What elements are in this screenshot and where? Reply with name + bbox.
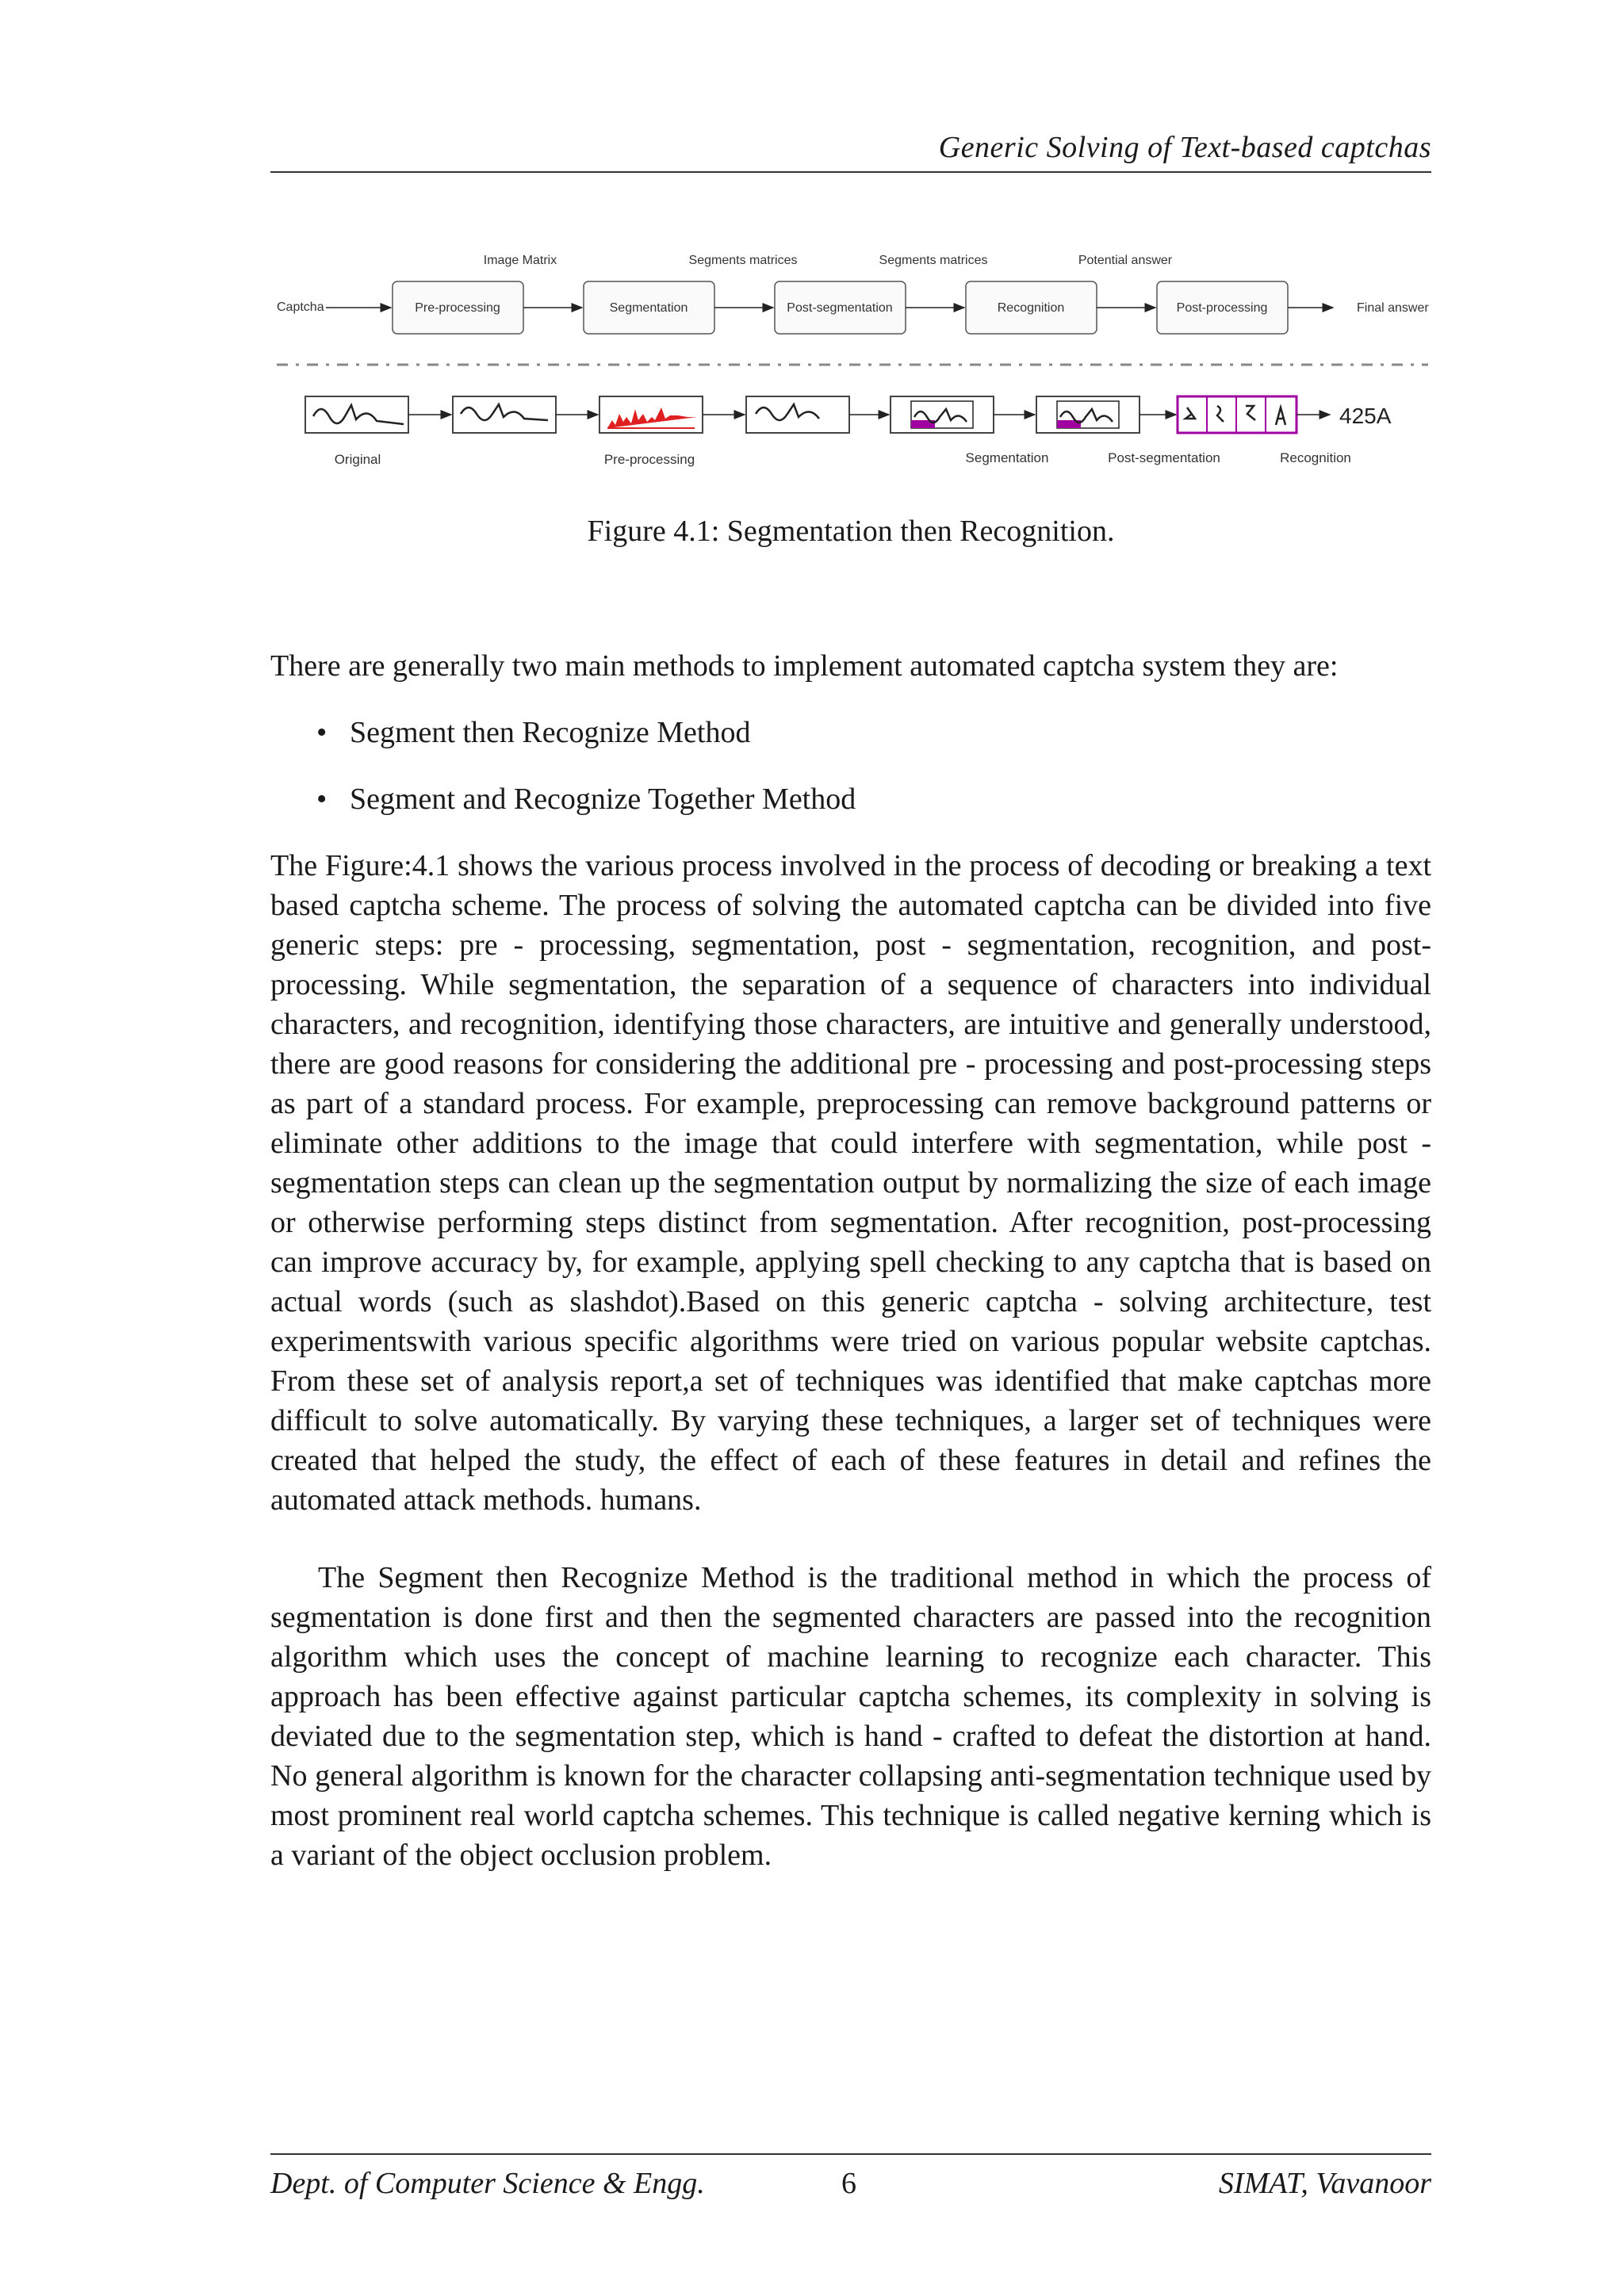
running-title: Generic Solving of Text-based captchas bbox=[938, 131, 1431, 164]
running-header bbox=[270, 127, 1431, 173]
panel-histogram bbox=[599, 396, 703, 433]
method-list bbox=[270, 713, 1431, 819]
list-item: • Segment and Recognize Together Method bbox=[270, 779, 1431, 819]
pipeline-diagram bbox=[270, 238, 1431, 492]
page-footer bbox=[270, 2153, 1431, 2210]
panel-segmented bbox=[891, 396, 994, 433]
panel-cleaned bbox=[746, 396, 849, 433]
page-number: 6 bbox=[841, 2167, 856, 2200]
paragraph-segment-then-recognize: The Segment then Recognize Method is the traditional method in which the process of segmentation is done first and then the segmented characters are passed into the recognition algorithm which uses the concept of machine learning to recognize each character. This approach has been effective against particular captcha schemes, its complexity in solving is deviated due to the segmentation step, which is hand - crafted to defeat the distortion at hand. No general algorithm is known for the character collapsing anti-segmentation technique used by most prominent real world captcha schemes. This technique is called negative kerning which is a variant of the object occlusion problem. bbox=[270, 1561, 1431, 1872]
top-label-image-matrix: Image Matrix bbox=[483, 254, 557, 267]
bottom-label-original: Original bbox=[334, 452, 381, 467]
panel-characters bbox=[1178, 396, 1297, 433]
input-label: Captcha bbox=[277, 300, 324, 314]
panel-post-segmented bbox=[1036, 396, 1139, 433]
paragraph-generic-steps: The Figure:4.1 shows the various process involved in the process of decoding or breaking a text based captcha scheme. The process of solving the automated captcha can be divided into five generic steps: pre - processing, segmentation, post - segmentation, recognition, and post-processing. While segmentation, the separation of a sequence of characters into individual characters, and recognition, identifying those characters, are intuitive and generally understood, there are good reasons for considering the additional pre - processing and post-processing steps as part of a standard process. For example, preprocessing can remove background patterns or eliminate other additions to the image that could interfere with segmentation, while post - segmentation steps can clean up the segmentation output by normalizing the size of each image or otherwise performing steps distinct from segmentation. After recognition, post-processing can improve accuracy by, for example, applying spell checking to any captcha that is based on actual words (such as slashdot).Based on this generic captcha - solving architecture, test experimentswith various specific algorithms were tried on various popular website captchas. From these set of analysis report,a set of techniques was identified that make captchas more difficult to solve automatically. By varying these techniques, a larger set of techniques were created that helped the study, the effect of each of these features in detail and refines the automated attack methods. humans. bbox=[270, 849, 1431, 1517]
top-label-segments-1: Segments matrices bbox=[688, 254, 798, 267]
top-label-segments-2: Segments matrices bbox=[879, 254, 988, 267]
bottom-label-preprocessing: Pre-processing bbox=[603, 452, 695, 467]
body-text bbox=[270, 646, 1431, 1875]
panel-original bbox=[305, 396, 408, 433]
top-label-potential-answer: Potential answer bbox=[1078, 254, 1173, 267]
intro-paragraph: There are generally two main methods to implement automated captcha system they are: bbox=[270, 649, 1339, 683]
stage-label-segmentation: Segmentation bbox=[609, 301, 688, 315]
output-label: Final answer bbox=[1357, 301, 1429, 315]
stage-label-post-segmentation: Post-segmentation bbox=[787, 301, 893, 315]
footer-department: Dept. of Computer Science & Engg. bbox=[270, 2167, 705, 2200]
stage-label-preprocessing: Pre-processing bbox=[415, 301, 500, 315]
panel-preprocessed bbox=[453, 396, 556, 433]
bottom-label-post-segmentation: Post-segmentation bbox=[1108, 450, 1220, 465]
result-text: 425A bbox=[1339, 404, 1392, 428]
bottom-label-segmentation: Segmentation bbox=[965, 450, 1049, 465]
bottom-label-recognition: Recognition bbox=[1280, 450, 1351, 465]
list-item: • Segment then Recognize Method bbox=[270, 713, 1431, 752]
footer-institution: SIMAT, Vavanoor bbox=[1218, 2167, 1431, 2200]
figure-caption: Figure 4.1: Segmentation then Recognition. bbox=[587, 515, 1115, 548]
figure-4-1 bbox=[270, 238, 1431, 492]
stage-label-post-processing: Post-processing bbox=[1176, 301, 1268, 315]
stage-label-recognition: Recognition bbox=[997, 301, 1065, 315]
